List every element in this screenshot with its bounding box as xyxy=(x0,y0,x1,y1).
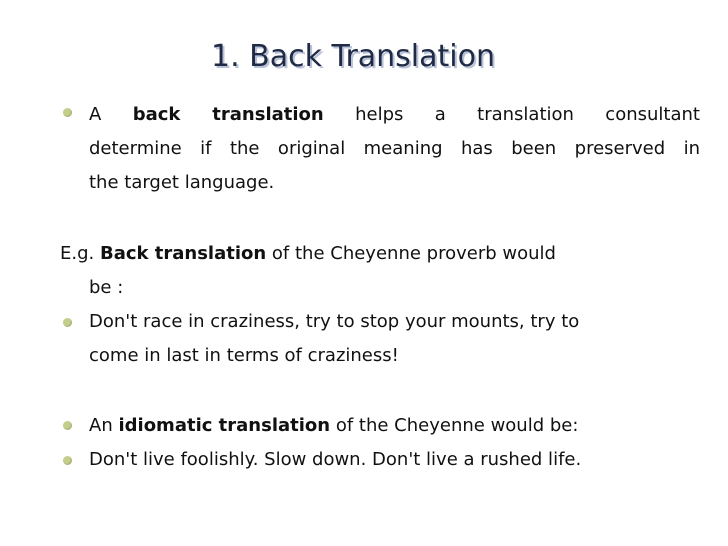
bullet-idiomatic-translation xyxy=(89,409,700,443)
bullet4-line1: Don't live foolishly. Slow down. Don't live a rushed life. xyxy=(89,449,582,470)
bullet-dot xyxy=(63,456,72,465)
example-bold-term: Back translation xyxy=(99,243,267,264)
slide-title: 1. Back Translation xyxy=(211,39,495,74)
example-paragraph xyxy=(60,237,700,305)
example-line2: be : xyxy=(89,277,124,298)
bullet-dot xyxy=(63,421,72,430)
bullet2-line2: come in last in terms of craziness! xyxy=(89,345,399,366)
bullet-idiomatic-text xyxy=(89,443,700,477)
bullet1-line3: the target language. xyxy=(89,172,275,193)
bullet-back-translation-text xyxy=(89,305,700,373)
example-line1: E.g. Back translation of the Cheyenne proverb would xyxy=(60,243,556,264)
bullet1-bold-term: back translation xyxy=(132,104,324,125)
bullet-back-translation xyxy=(89,98,700,200)
bullet3-line1: An idiomatic translation of the Cheyenne would be: xyxy=(89,415,579,436)
bullet2-line1: Don't race in craziness, try to stop your mounts, try to xyxy=(89,311,580,332)
bullet-dot xyxy=(63,108,72,117)
bullet-dot xyxy=(63,318,72,327)
bullet1-line1: A back translation helps a translation consultant xyxy=(89,104,700,125)
bullet1-line2: determine if the original meaning has been preserved in xyxy=(89,138,700,159)
bullet3-bold-term: idiomatic translation xyxy=(118,415,331,436)
